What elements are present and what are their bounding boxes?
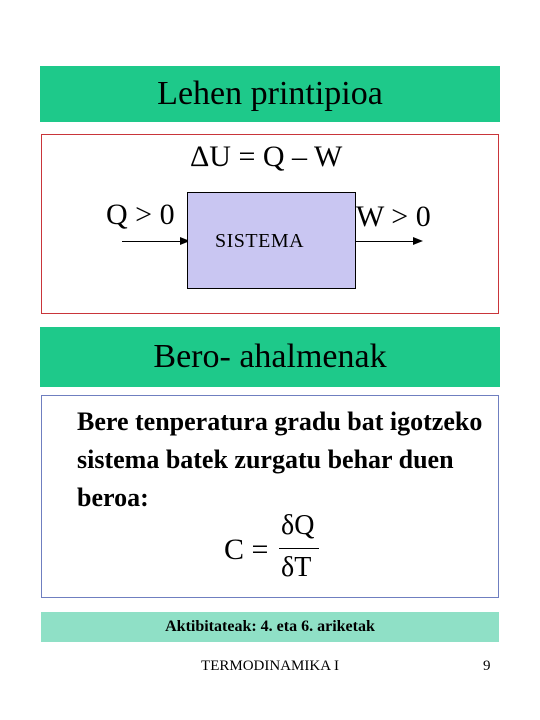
formula-lhs: C = (224, 533, 269, 566)
title-band-first-law (40, 66, 500, 122)
formula-denominator: δT (281, 552, 312, 583)
title-band-heat-capacity (40, 327, 500, 387)
heat-in-arrow (122, 241, 182, 242)
heat-capacity-formula (224, 512, 334, 584)
first-law-equation: ΔU = Q – W (190, 140, 343, 173)
fraction-bar (279, 548, 319, 549)
formula-numerator: δQ (281, 510, 315, 541)
first-law-title: Lehen printipioa (157, 75, 383, 112)
footer-title: TERMODINAMIKA I (201, 658, 339, 674)
activity-band (41, 612, 499, 642)
system-label: SISTEMA (215, 230, 305, 252)
heat-capacity-definition: Bere tenperatura gradu bat igotzeko sistema batek zurgatu behar duen beroa: (77, 407, 483, 512)
work-out-arrow (355, 241, 415, 242)
heat-label: Q > 0 (106, 198, 175, 231)
heat-capacity-title: Bero- ahalmenak (153, 338, 387, 375)
work-label: W > 0 (356, 200, 431, 233)
activity-text: Aktibitateak: 4. eta 6. ariketak (165, 618, 375, 635)
work-out-arrowhead-icon (413, 237, 423, 245)
page-number: 9 (483, 658, 491, 674)
